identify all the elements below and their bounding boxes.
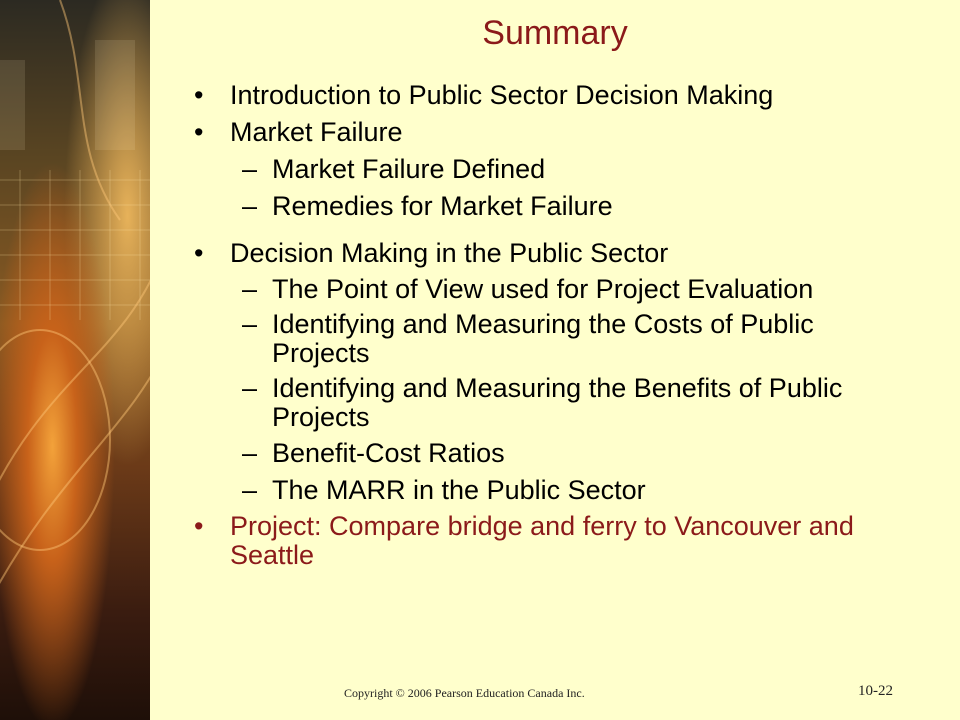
dash-marker: – bbox=[242, 309, 258, 339]
dash-marker: – bbox=[242, 475, 258, 505]
list-item bbox=[190, 374, 910, 432]
dash-marker: – bbox=[242, 373, 258, 403]
list-item bbox=[190, 154, 910, 185]
list-item-text: Identifying and Measuring the Benefits of Public Projects bbox=[272, 373, 843, 432]
list-item-text: Benefit-Cost Ratios bbox=[272, 438, 505, 468]
dash-marker: – bbox=[242, 154, 258, 184]
slide-title: Summary bbox=[482, 14, 628, 52]
list-item-text: Project: Compare bridge and ferry to Vancouver and Seattle bbox=[230, 511, 854, 570]
list-item-text: Market Failure Defined bbox=[272, 154, 546, 184]
list-item bbox=[190, 275, 910, 304]
bullet-marker: • bbox=[194, 117, 204, 147]
list-item-project bbox=[190, 512, 910, 570]
bullet-list bbox=[190, 80, 910, 570]
list-item bbox=[190, 238, 910, 269]
list-item bbox=[190, 191, 910, 222]
bullet-marker: • bbox=[194, 238, 204, 268]
list-item bbox=[190, 80, 910, 111]
list-item-text: Identifying and Measuring the Costs of Public Projects bbox=[272, 309, 814, 368]
list-item-text: The Point of View used for Project Evaluation bbox=[272, 274, 814, 304]
bullet-marker: • bbox=[194, 511, 204, 541]
decorative-sidebar-image bbox=[0, 0, 150, 720]
list-item bbox=[190, 475, 910, 506]
slide-number: 10-22 bbox=[858, 683, 893, 699]
sidebar-pattern bbox=[0, 0, 150, 720]
list-item-text: Decision Making in the Public Sector bbox=[230, 238, 669, 268]
list-item-text: Market Failure bbox=[230, 117, 403, 147]
list-item bbox=[190, 438, 910, 469]
list-item bbox=[190, 310, 910, 368]
bullet-marker: • bbox=[194, 80, 204, 110]
list-item-text: Remedies for Market Failure bbox=[272, 191, 613, 221]
dash-marker: – bbox=[242, 438, 258, 468]
dash-marker: – bbox=[242, 274, 258, 304]
copyright-footer: Copyright © 2006 Pearson Education Canada Inc. bbox=[344, 686, 585, 700]
list-item-text: Introduction to Public Sector Decision Making bbox=[230, 80, 774, 110]
dash-marker: – bbox=[242, 191, 258, 221]
list-item bbox=[190, 117, 910, 148]
list-item-text: The MARR in the Public Sector bbox=[272, 475, 646, 505]
